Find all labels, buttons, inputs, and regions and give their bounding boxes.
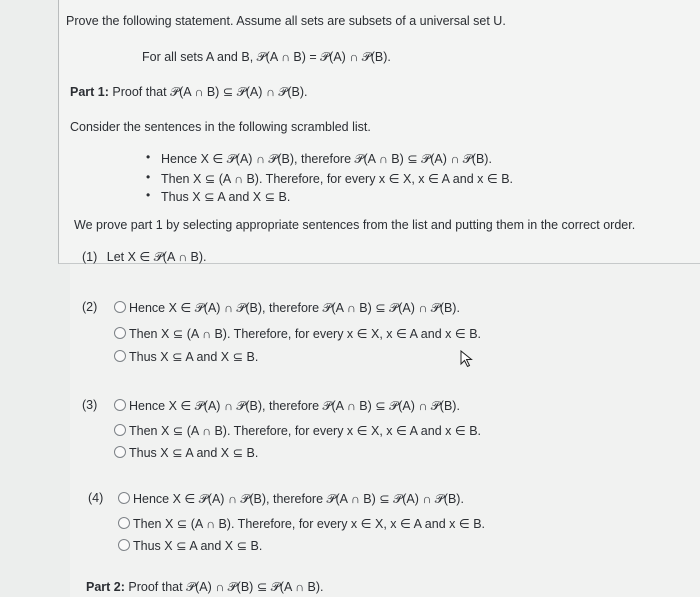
- step2-number: (2): [82, 300, 98, 314]
- question-intro: Prove the following statement. Assume all sets are subsets of a universal set U.: [66, 14, 506, 28]
- radio-button[interactable]: [114, 446, 126, 458]
- part1-label: Part 1:: [70, 85, 109, 99]
- step2-option-thus[interactable]: Thus X ⊆ A and X ⊆ B.: [114, 349, 258, 364]
- instruction-text: We prove part 1 by selecting appropriate sentences from the list and putting them in the correct order.: [74, 218, 636, 232]
- step1: [82, 249, 207, 265]
- part2-text: Proof that 𝒫(A) ∩ 𝒫(B) ⊆ 𝒫(A ∩ B).: [128, 580, 324, 594]
- radio-button[interactable]: [114, 399, 126, 411]
- radio-button[interactable]: [114, 301, 126, 313]
- radio-button[interactable]: [118, 492, 130, 504]
- radio-button[interactable]: [118, 539, 130, 551]
- part2-label: Part 2:: [86, 580, 125, 594]
- mouse-pointer-icon: [460, 350, 474, 368]
- step2-option-hence[interactable]: Hence X ∈ 𝒫(A) ∩ 𝒫(B), therefore 𝒫(A ∩ B) ⊆ 𝒫(A) ∩ 𝒫(B).: [114, 300, 460, 316]
- scrambled-item: Then X ⊆ (A ∩ B). Therefore, for every x ∈ X, x ∈ A and x ∈ B.: [161, 172, 514, 186]
- part2-heading: [86, 579, 324, 595]
- step3-option-hence[interactable]: Hence X ∈ 𝒫(A) ∩ 𝒫(B), therefore 𝒫(A ∩ B) ⊆ 𝒫(A) ∩ 𝒫(B).: [114, 398, 460, 414]
- question-statement: For all sets A and B, 𝒫(A ∩ B) = 𝒫(A) ∩ 𝒫(B).: [142, 50, 391, 64]
- radio-button[interactable]: [114, 327, 126, 339]
- step4-option-thus[interactable]: Thus X ⊆ A and X ⊆ B.: [118, 538, 262, 553]
- part1-heading: [70, 84, 308, 100]
- bullet-dot: •: [146, 150, 151, 164]
- step1-number: (1): [82, 250, 98, 264]
- step3-option-thus[interactable]: Thus X ⊆ A and X ⊆ B.: [114, 445, 258, 460]
- step4-option-then[interactable]: Then X ⊆ (A ∩ B). Therefore, for every x ∈ X, x ∈ A and x ∈ B.: [118, 516, 485, 531]
- step3-number: (3): [82, 398, 98, 412]
- bullet-dot: •: [146, 188, 151, 202]
- bullet-dot: •: [146, 170, 151, 184]
- radio-button[interactable]: [118, 517, 130, 529]
- radio-button[interactable]: [114, 350, 126, 362]
- scrambled-item: Thus X ⊆ A and X ⊆ B.: [161, 190, 291, 204]
- radio-button[interactable]: [114, 424, 126, 436]
- scrambled-item: Hence X ∈ 𝒫(A) ∩ 𝒫(B), therefore 𝒫(A ∩ B) ⊆ 𝒫(A) ∩ 𝒫(B).: [161, 152, 492, 166]
- step2-option-then[interactable]: Then X ⊆ (A ∩ B). Therefore, for every x ∈ X, x ∈ A and x ∈ B.: [114, 326, 481, 341]
- consider-text: Consider the sentences in the following scrambled list.: [70, 120, 371, 134]
- step4-option-hence[interactable]: Hence X ∈ 𝒫(A) ∩ 𝒫(B), therefore 𝒫(A ∩ B) ⊆ 𝒫(A) ∩ 𝒫(B).: [118, 491, 464, 507]
- part1-text: Proof that 𝒫(A ∩ B) ⊆ 𝒫(A) ∩ 𝒫(B).: [112, 85, 308, 99]
- step1-text: Let X ∈ 𝒫(A ∩ B).: [106, 250, 207, 264]
- step4-number: (4): [88, 491, 104, 505]
- step3-option-then[interactable]: Then X ⊆ (A ∩ B). Therefore, for every x ∈ X, x ∈ A and x ∈ B.: [114, 423, 481, 438]
